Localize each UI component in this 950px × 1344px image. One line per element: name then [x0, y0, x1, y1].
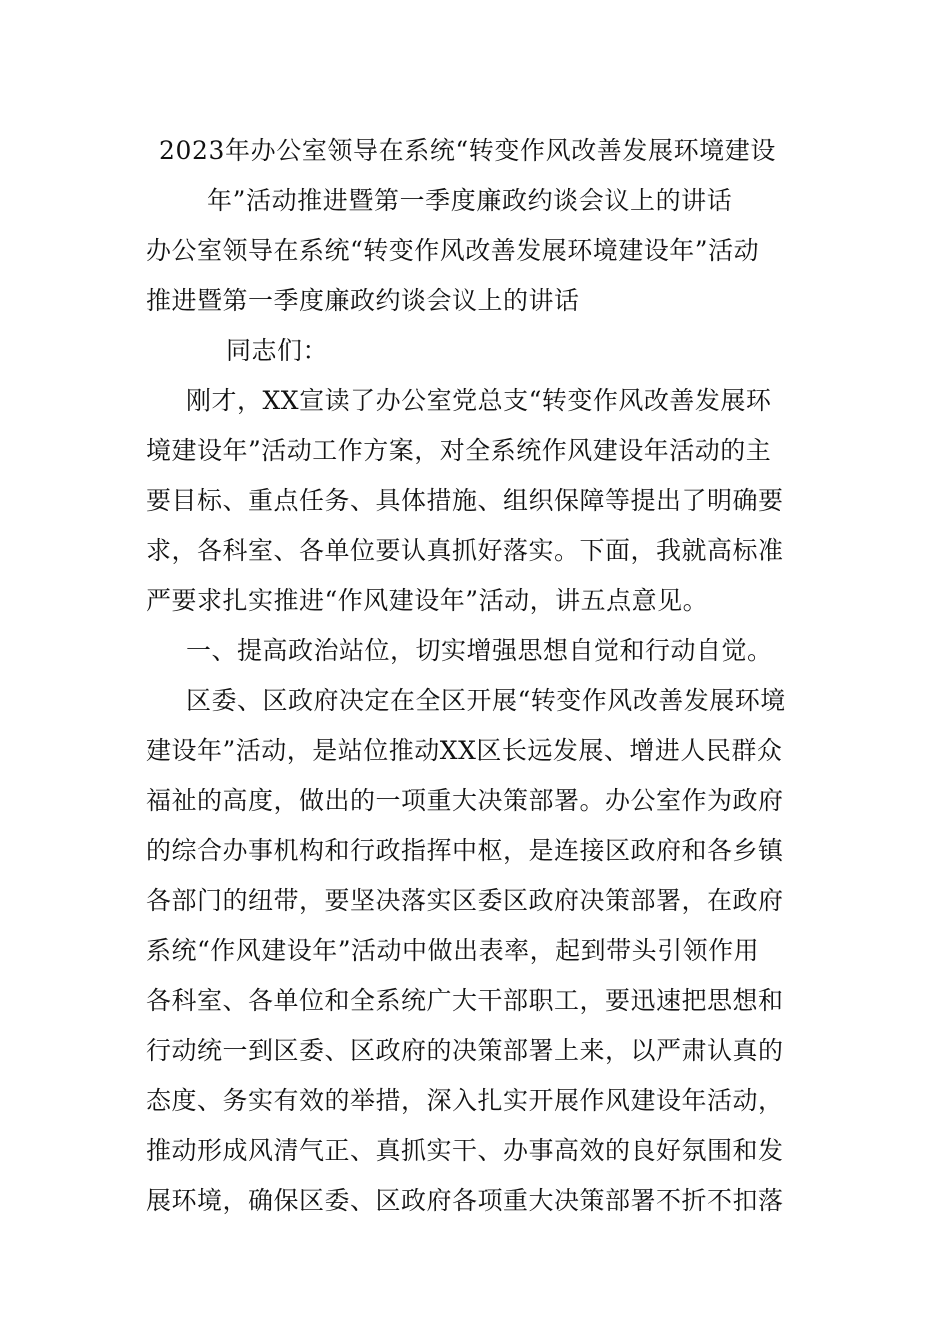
paragraph-line: 展环境，确保区委、区政府各项重大决策部署不折不扣落: [146, 1186, 784, 1215]
subtitle-line-2: 推进暨第一季度廉政约谈会议上的讲话: [146, 286, 580, 315]
paragraph-line: 行动统一到区委、区政府的决策部署上来，以严肃认真的: [146, 1036, 784, 1065]
paragraph-line: 各部门的纽带，要坚决落实区委区政府决策部署，在政府: [146, 886, 784, 915]
document-title-line-1: 2023年办公室领导在系统“转变作风改善发展环境建设: [159, 136, 777, 165]
paragraph-line: 境建设年”活动工作方案，对全系统作风建设年活动的主: [146, 436, 772, 465]
paragraph-line: 的综合办事机构和行政指挥中枢，是连接区政府和各乡镇: [146, 836, 784, 865]
paragraph-line: 求，各科室、各单位要认真抓好落实。下面，我就高标准: [146, 536, 784, 565]
salutation: 同志们：: [226, 336, 329, 365]
subtitle-line-1: 办公室领导在系统“转变作风改善发展环境建设年”活动: [146, 236, 760, 265]
paragraph-line: 建设年”活动，是站位推动XX区长远发展、增进人民群众: [146, 736, 783, 765]
paragraph-line: 态度、务实有效的举措，深入扎实开展作风建设年活动，: [146, 1086, 784, 1115]
paragraph-line: 福祉的高度，做出的一项重大决策部署。办公室作为政府: [146, 786, 784, 815]
paragraph-line: 严要求扎实推进“作风建设年”活动，讲五点意见。: [146, 586, 709, 615]
paragraph-line: 要目标、重点任务、具体措施、组织保障等提出了明确要: [146, 486, 784, 515]
paragraph-line: 区委、区政府决定在全区开展“转变作风改善发展环境: [186, 686, 786, 715]
paragraph-line: 各科室、各单位和全系统广大干部职工，要迅速把思想和: [146, 986, 784, 1015]
paragraph-line: 刚才，XX宣读了办公室党总支“转变作风改善发展环: [186, 386, 772, 415]
paragraph-line: 系统“作风建设年”活动中做出表率，起到带头引领作用: [146, 936, 760, 965]
paragraph-line: 推动形成风清气正、真抓实干、办事高效的良好氛围和发: [146, 1136, 784, 1165]
section-heading-1: 一、提高政治站位，切实增强思想自觉和行动自觉。: [186, 636, 773, 665]
document-title-line-2: 年”活动推进暨第一季度廉政约谈会议上的讲话: [207, 186, 733, 215]
